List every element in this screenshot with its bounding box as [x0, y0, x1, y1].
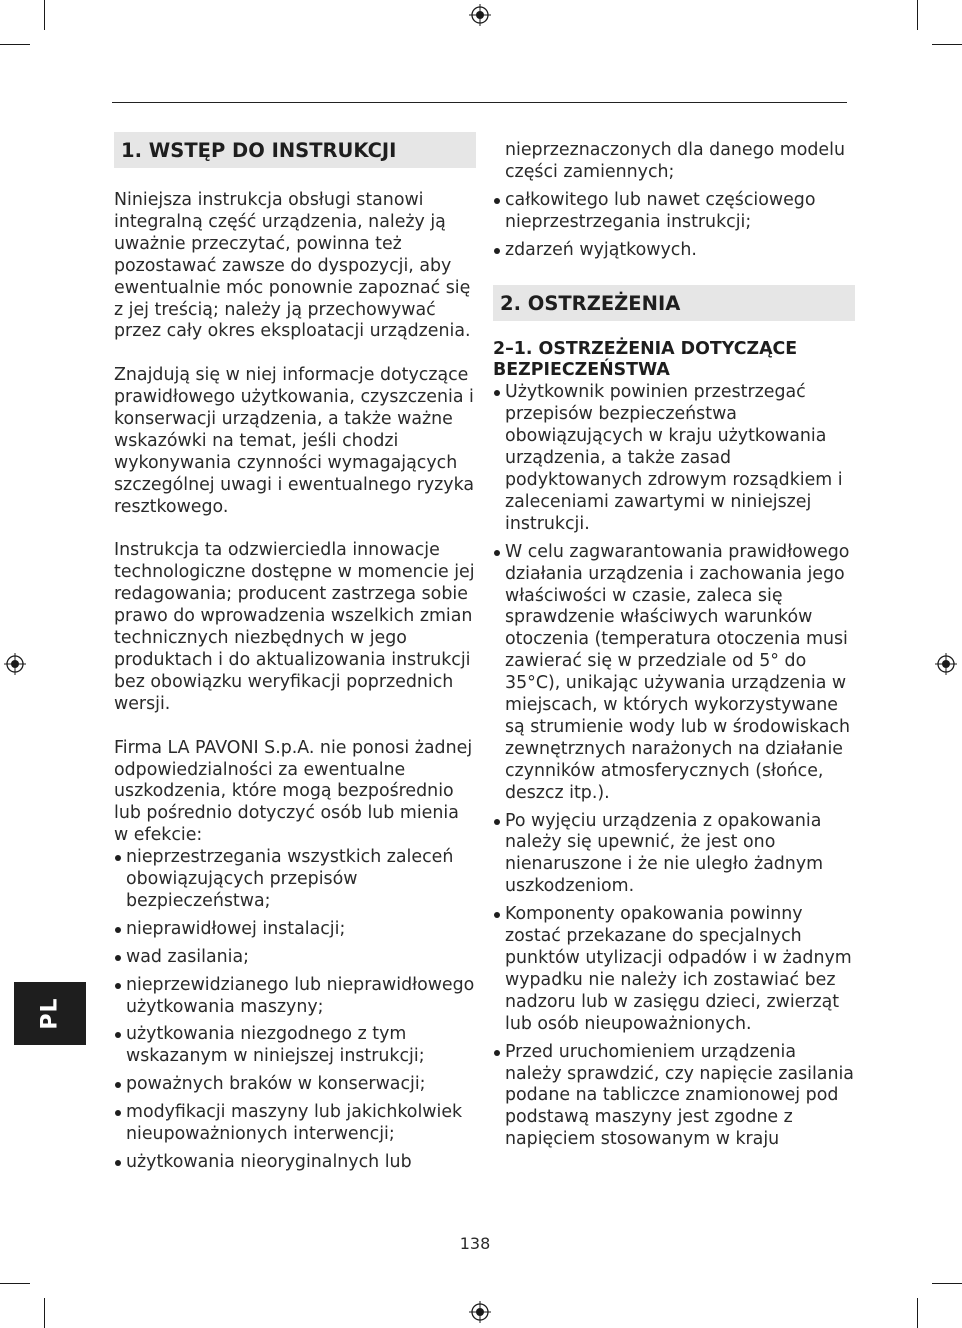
- right-column: [493, 140, 855, 1157]
- language-code: PL: [37, 997, 63, 1030]
- page-number: 138: [459, 1234, 491, 1253]
- intro-paragraph-3: Instrukcja ta odzwierciedla innowacje technologiczne dostępne w momencie jej redagowania; producent zastrzega sobie prawo do wprowadzenia wszelkich zmian technicznych niezbędnych w jego produktach i do aktualizowania instrukcji bez obowiązku weryfikacji poprzednich wersji.: [114, 540, 475, 714]
- list-item: Po wyjęciu urządzenia z opakowania należy się upewnić, że jest ono nienaruszone i że nie uległo żadnym uszkodzeniom.: [493, 811, 855, 899]
- section-1-heading: 1. WSTĘP DO INSTRUKCJI: [114, 132, 476, 168]
- list-item: poważnych braków w konserwacji;: [114, 1074, 476, 1096]
- crop-mark-icon: [0, 44, 30, 45]
- crop-mark-icon: [917, 0, 918, 30]
- list-item: użytkowania nieoryginalnych lub: [114, 1152, 476, 1174]
- list-item: nieprzewidzianego lub nieprawidłowego użytkowania maszyny;: [114, 975, 476, 1019]
- list-item: całkowitego lub nawet częściowego nieprzestrzegania instrukcji;: [493, 190, 855, 234]
- list-item: Użytkownik powinien przestrzegać przepisów bezpieczeństwa obowiązujących w kraju użytkowania urządzenia, a także zasad podyktowanych zdrowym rozsądkiem i zaleceniami zawartymi w niniejszej instrukcji.: [493, 382, 855, 535]
- intro-paragraph-2: Znajdują się w niej informacje dotyczące prawidłowego użytkowania, czyszczenia i konserwacji urządzenia, a także ważne wskazówki na temat, jeśli chodzi wykonywania czynności wymagających szczególnej uwagi i ewentualnego ryzyka resztkowego.: [114, 365, 475, 517]
- crop-mark-icon: [932, 44, 962, 45]
- section-2-heading: 2. OSTRZEŻENIA: [493, 285, 855, 321]
- crop-mark-icon: [917, 1298, 918, 1328]
- crop-mark-icon: [44, 0, 45, 30]
- list-item: modyfikacji maszyny lub jakichkolwiek nieupoważnionych interwencji;: [114, 1102, 476, 1146]
- crop-mark-icon: [44, 1298, 45, 1328]
- registration-mark-icon: [4, 653, 26, 675]
- intro-paragraph-4: Firma LA PAVONI S.p.A. nie ponosi żadnej odpowiedzialności za ewentualne uszkodzenia, które mogą bezpośrednio lub pośrednio dotyczyć osób lub mienia w efekcie:: [114, 737, 473, 846]
- crop-mark-icon: [932, 1283, 962, 1284]
- crop-mark-icon: [0, 1283, 30, 1284]
- language-tab: [14, 982, 86, 1045]
- registration-mark-icon: [469, 1301, 491, 1323]
- list-item: użytkowania niezgodnego z tym wskazanym w niniejszej instrukcji;: [114, 1024, 476, 1068]
- registration-mark-icon: [469, 4, 491, 26]
- liability-list-continued: [493, 190, 855, 262]
- list-item: W celu zagwarantowania prawidłowego działania urządzenia i zachowania jego właściwości w czasie, zaleca się sprawdzenie właściwych warunków otoczenia (temperatura otoczenia musi zawierać się w przedziale od 5° do 35°C), unikając używania urządzenia w miejscach, w których wykorzystywane są strumienie wody lub w środowiskach zewnętrznych narażonych na działanie czynników atmosferycznych (słońce, deszcz itp.).: [493, 542, 855, 805]
- list-continuation: nieprzeznaczonych dla danego modelu części zamiennych;: [505, 140, 845, 182]
- list-item: wad zasilania;: [114, 947, 476, 969]
- list-item: Komponenty opakowania powinny zostać przekazane do specjalnych punktów utylizacji odpadów i w żadnym wypadku nie należy ich zostawiać bez nadzoru lub w zasięgu dzieci, zwierząt lub osób nieupoważnionych.: [493, 904, 855, 1035]
- registration-mark-icon: [935, 653, 957, 675]
- list-item: zdarzeń wyjątkowych.: [493, 240, 855, 262]
- left-column: [114, 132, 476, 1180]
- list-item: nieprzestrzegania wszystkich zaleceń obowiązujących przepisów bezpieczeństwa;: [114, 847, 476, 913]
- list-item: Przed uruchomieniem urządzenia należy sprawdzić, czy napięcie zasilania podane na tabliczce znamionowej pod podstawą maszyny jest zgodne z napięciem stosowanym w kraju: [493, 1042, 855, 1152]
- list-item: nieprawidłowej instalacji;: [114, 919, 476, 941]
- intro-paragraph-1: Niniejsza instrukcja obsługi stanowi integralną część urządzenia, należy ją uważnie przeczytać, powinna też pozostawać zawsze do dyspozycji, aby ewentualnie móc ponownie zapoznać się z jej treścią; należy ją przechowywać przez cały okres eksploatacji urządzenia.: [114, 190, 471, 342]
- subsection-heading: 2–1. OSTRZEŻENIA DOTYCZĄCE BEZPIECZEŃSTWA: [493, 338, 798, 381]
- safety-warnings-list: [493, 382, 855, 1151]
- liability-list: [114, 847, 476, 1174]
- header-rule: [112, 102, 847, 103]
